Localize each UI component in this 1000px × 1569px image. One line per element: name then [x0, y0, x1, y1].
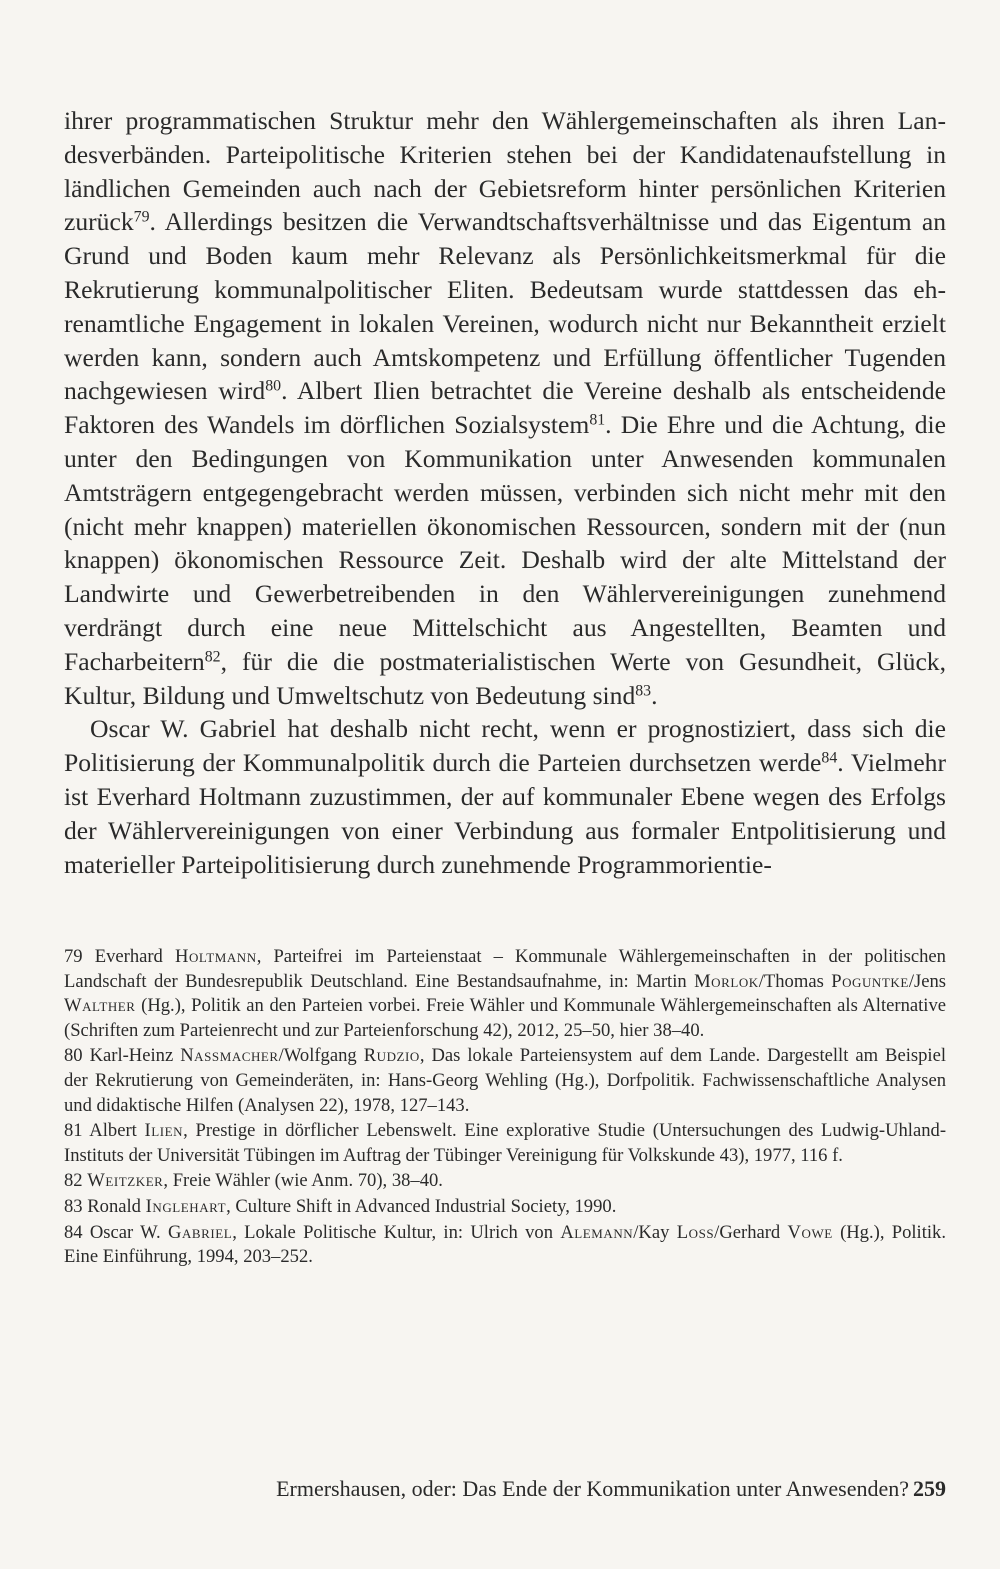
author-name: Alemann — [560, 1221, 634, 1243]
text-span: /Wolfgang — [278, 1045, 364, 1067]
author-name: Poguntke — [831, 970, 909, 992]
text-span: Karl-Heinz — [89, 1045, 181, 1067]
text-span: , Lokale Politische Kultur, in: Ulrich von — [232, 1221, 561, 1243]
text-span: (Hg.), Politik. Eine Einführung, 1994, 203–252. — [64, 1221, 946, 1268]
footnote-83 — [64, 1195, 946, 1220]
author-name: Vowe — [787, 1221, 833, 1243]
text-span: /Jens — [908, 970, 947, 992]
footnote-79 — [64, 945, 946, 1043]
author-name: Gabriel — [167, 1221, 233, 1243]
text-span: , Freie Wähler (wie Anm. 70), 38–40. — [163, 1170, 443, 1192]
footnote-ref-80[interactable]: 80 — [265, 377, 282, 395]
author-name: Loss — [676, 1221, 715, 1243]
footnote-84 — [64, 1221, 946, 1270]
text-span: , Das lokale Parteiensystem auf dem Lande. Dargestellt am Beispiel der Rekrutierung von Gemeinderäten, in: Hans-Georg Wehling (Hg.), Dorfpolitik. Fachwissenschaftliche Analysen und didaktische Hilfen (Analysen 22), 1978, 127–143. — [64, 1045, 946, 1116]
footnote-ref-81[interactable]: 81 — [589, 411, 606, 429]
footnote-number: 79 — [64, 946, 83, 967]
text-span: , Prestige in dörflicher Lebenswelt. Eine explorative Studie (Untersuchungen des Ludwig-Uhland-Instituts der Universität Tübingen im Auftrag der Tübinger Vereinigung für Volkskunde 43), 1977, 116 f. — [64, 1120, 947, 1166]
text-span: /Gerhard — [714, 1221, 788, 1243]
footnote-number: 83 — [64, 1195, 83, 1217]
text-span: . Allerdings besitzen die Verwandtschaftsverhältnisse und das Eigentum an Grund und Boden kaum mehr Relevanz als Persönlichkeitsmerkmal für die Rekrutierung kommunalpolitischer Eliten. Bedeutsam wurde stattdessen das ehrenamtliche Engagement in lokalen Vereinen, wodurch nicht nur Bekanntheit erzielt werden kann, sondern auch Amtskompetenz und Erfüllung öffentlicher Tugenden nachgewiesen wird — [64, 207, 946, 406]
footnote-number: 80 — [64, 1045, 83, 1067]
text-span: . — [651, 680, 658, 710]
text-span: Albert — [89, 1120, 145, 1142]
text-span: (Hg.), Politik an den Parteien vorbei. Freie Wähler und Kommunale Wählergemeinschaften als Alternative (Schriften zum Parteienrecht und zur Parteienforschung 42), 2012, 25–50, hier 38–40. — [64, 995, 946, 1041]
text-span: . Vielmehr ist Everhard Holtmann zuzustimmen, der auf kommunaler Ebene wegen des Erfolgs der Wählervereinigungen von einer Verbindung aus formaler Entpolitisierung und materieller Parteipolitisierung durch zunehmende Programmorientie- — [64, 748, 946, 879]
text-span: , Culture Shift in Advanced Industrial Society, 1990. — [226, 1195, 617, 1217]
footnote-ref-83[interactable]: 83 — [635, 681, 652, 699]
footnote-81 — [64, 1119, 946, 1168]
running-footer — [64, 1476, 946, 1502]
author-name: Weitzker — [87, 1170, 164, 1192]
footnote-number: 84 — [64, 1221, 83, 1243]
text-span: . Die Ehre und die Achtung, die unter den Bedingungen von Kommunikation unter Anwesenden kommunalen Amtsträgern entgegengebracht werden müssen, verbinden sich nicht mehr mit den (nicht mehr knappen) materiellen ökonomischen Ressourcen, sondern mit der (nun knappen) ökonomischen Ressource Zeit. Deshalb wird der alte Mittelstand der Landwirte und Gewerbetreibenden in den Wählervereinigungen zunehmend verdrängt durch eine neue Mittelschicht aus Angestellten, Beamten und Facharbeitern — [64, 410, 947, 676]
text-span: /Kay — [633, 1221, 677, 1243]
text-span: , für die die postmaterialistischen Werte von Gesundheit, Glück, Kultur, Bildung und Umweltschutz von Bedeutung sind — [64, 646, 946, 710]
footnotes — [64, 945, 946, 1271]
footnote-ref-82[interactable]: 82 — [204, 648, 221, 666]
author-name: Nassmacher — [180, 1045, 279, 1067]
text-span: /Thomas — [758, 970, 832, 992]
text-span: Oscar W. Gabriel hat deshalb nicht recht, wenn er prognostiziert, dass sich die Politisierung der Kommunalpolitik durch die Parteien durchsetzen werde — [64, 714, 946, 778]
author-name: Ilien — [144, 1120, 184, 1142]
author-name: Morlok — [694, 970, 759, 992]
footnote-number: 81 — [64, 1120, 83, 1142]
paragraph-2 — [64, 712, 946, 881]
author-name: Holtmann — [174, 946, 257, 967]
footnote-number: 82 — [64, 1170, 83, 1192]
footnote-80 — [64, 1044, 946, 1118]
text-span: Oscar W. — [89, 1221, 168, 1243]
text-span: ihrer programmatischen Struktur mehr den Wählergemeinschaften als ihren Landesverbänden. Parteipolitische Kriterien stehen bei der Kandidatenaufstellung in ländlichen Gemeinden auch nach der Gebietsreform hinter persönlichen Kriterien zurück — [64, 106, 946, 237]
running-title: Ermershausen, oder: Das Ende der Kommunikation unter Anwesenden? — [276, 1476, 909, 1501]
text-span: Ronald — [87, 1195, 146, 1217]
page-number: 259 — [913, 1476, 946, 1501]
text-span: . Albert Ilien betrachtet die Vereine deshalb als entscheidende Faktoren des Wandels im dörflichen Sozialsystem — [64, 376, 946, 440]
text-span: , Parteifrei im Parteienstaat – Kommunale Wählergemeinschaften in der politischen Landschaft der Bundesrepublik Deutschland. Eine Bestandsaufnahme, in: Martin — [64, 946, 946, 992]
text-span: Everhard — [94, 946, 175, 967]
paragraph-1 — [64, 104, 946, 712]
author-name: Walther — [64, 995, 136, 1017]
footnote-ref-84[interactable]: 84 — [821, 749, 838, 767]
footnote-82 — [64, 1169, 946, 1194]
author-name: Inglehart — [145, 1195, 227, 1217]
author-name: Rudzio — [363, 1045, 420, 1067]
main-text — [64, 104, 946, 881]
footnote-ref-79[interactable]: 79 — [133, 208, 150, 226]
